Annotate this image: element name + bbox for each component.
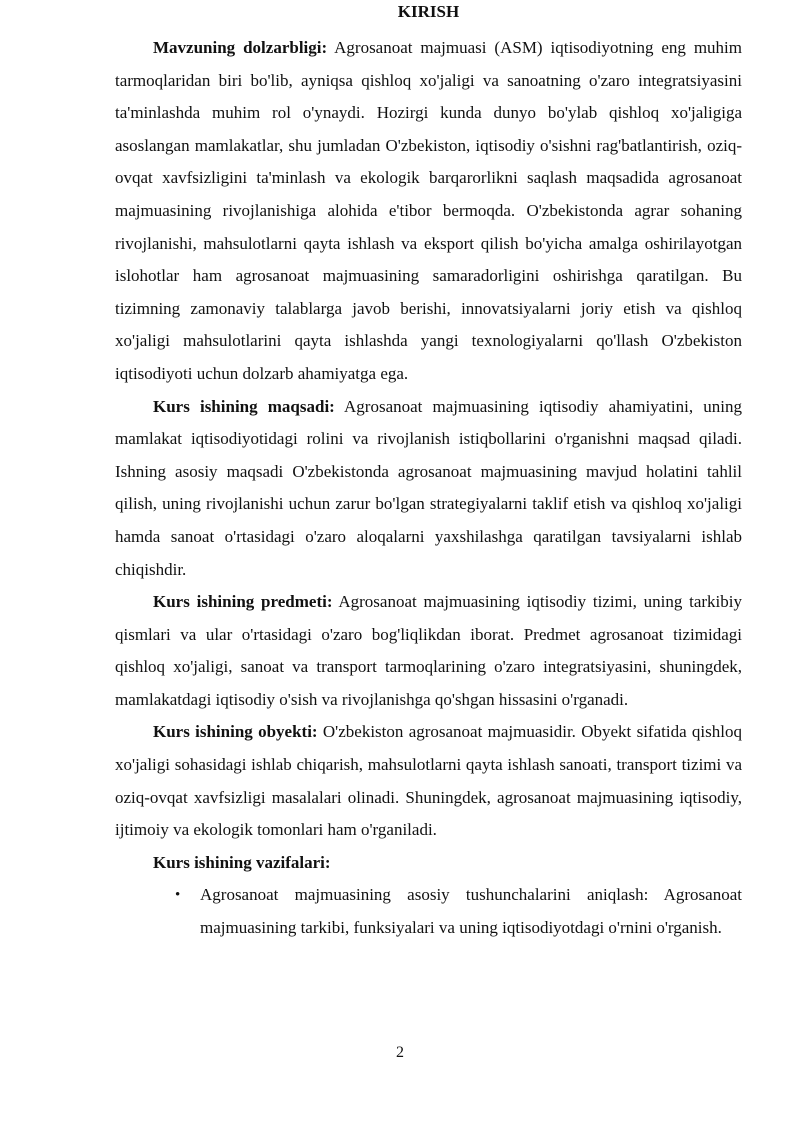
page-number: 2 [396,1044,404,1061]
paragraph-goal [115,391,742,587]
paragraph-lead: Kurs ishining obyekti: [153,722,318,742]
paragraph-text: Agrosanoat majmuasining iqtisodiy ahamiyatini, uning mamlakat iqtisodiyotidagi rolini va rivojlanish istiqbollarini o'rganishni maqsad qiladi. Ishning asosiy maqsadi O'zbekistonda agrosanoat majmuasining mavjud holatini tahlil qilish, uning rivojlanishi uchun zarur bo'lgan strategiyalarni taklif etish va qishloq xo'jaligi hamda sanoat o'rtasidagi o'zaro aloqalarni yaxshilashga qaratilgan tavsiyalarni ishlab chiqishdir. [115,396,742,579]
paragraph-object [115,716,742,846]
tasks-heading: Kurs ishining vazifalari: [153,852,331,872]
page-title: KIRISH [397,2,460,21]
list-item [175,879,742,944]
paragraph-subject [115,586,742,716]
paragraph-lead: Mavzuning dolzarbligi: [153,38,328,57]
paragraph-text: O'zbekiston agrosanoat majmuasidir. Obyekt sifatida qishloq xo'jaligi sohasidagi ishlab chiqarish, mahsulotlarni qayta ishlash sanoati, transport tizimi va oziq-ovqat xavfsizligi masalalari olinadi. Shuningdek, agrosanoat majmuasining iqtisodiy, ijtimoiy va ekologik tomonlari ham o'rganiladi. [115,722,742,840]
paragraph-relevance [115,32,742,391]
paragraph-lead: Kurs ishining maqsadi: [153,396,335,416]
paragraph-text: Agrosanoat majmuasi (ASM) iqtisodiyotning eng muhim tarmoqlaridan biri bo'lib, ayniqsa qishloq xo'jaligi va sanoatning o'zaro integratsiyasini ta'minlashda muhim rol o'ynaydi. Hozirgi kunda dunyo bo'ylab qishloq xo'jaligiga asoslangan mamlakatlar, shu jumladan O'zbekiston, iqtisodiy o'sishni rag'batlantirish, oziq-ovqat xavfsizligini ta'minlash va ekologik barqarorlikni saqlash maqsadida agrosanoat majmuasining rivojlanishiga alohida e'tibor bermoqda. O'zbekistonda agrar sohaning rivojlanishi, mahsulotlarni qayta ishlash va eksport qilish bo'yicha amalga oshirilayotgan islohotlar ham agrosanoat majmuasining samaradorligini oshirishga qaratilgan. Bu tizimning zamonaviy talablarga javob berishi, innovatsiyalarni joriy etish va qishloq xo'jaligi mahsulotlarini qayta ishlashda yangi texnologiyalarni qo'llash O'zbekiston iqtisodiyoti uchun dolzarb ahamiyatga ega. [115,38,743,383]
paragraph-text: Agrosanoat majmuasining iqtisodiy tizimi, uning tarkibiy qismlari va ular o'rtasidagi o'zaro bog'liqlikdan iborat. Predmet agrosanoat tizimidagi qishloq xo'jaligi, sanoat va transport tarmoqlarining o'zaro integratsiyasini, shuningdek, mamlakatdagi iqtisodiy o'sish va rivojlanishga qo'shgan hissasini o'rganadi. [115,592,742,709]
bullet-icon: • [175,887,181,904]
paragraph-lead: Kurs ishining predmeti: [153,592,333,612]
tasks-list [115,879,742,944]
document-page [0,2,800,1133]
list-item-text: Agrosanoat majmuasining asosiy tushunchalarini aniqlash: Agrosanoat majmuasining tarkibi, funksiyalari va uning iqtisodiyotdagi o'rnini o'rganish. [200,885,742,938]
